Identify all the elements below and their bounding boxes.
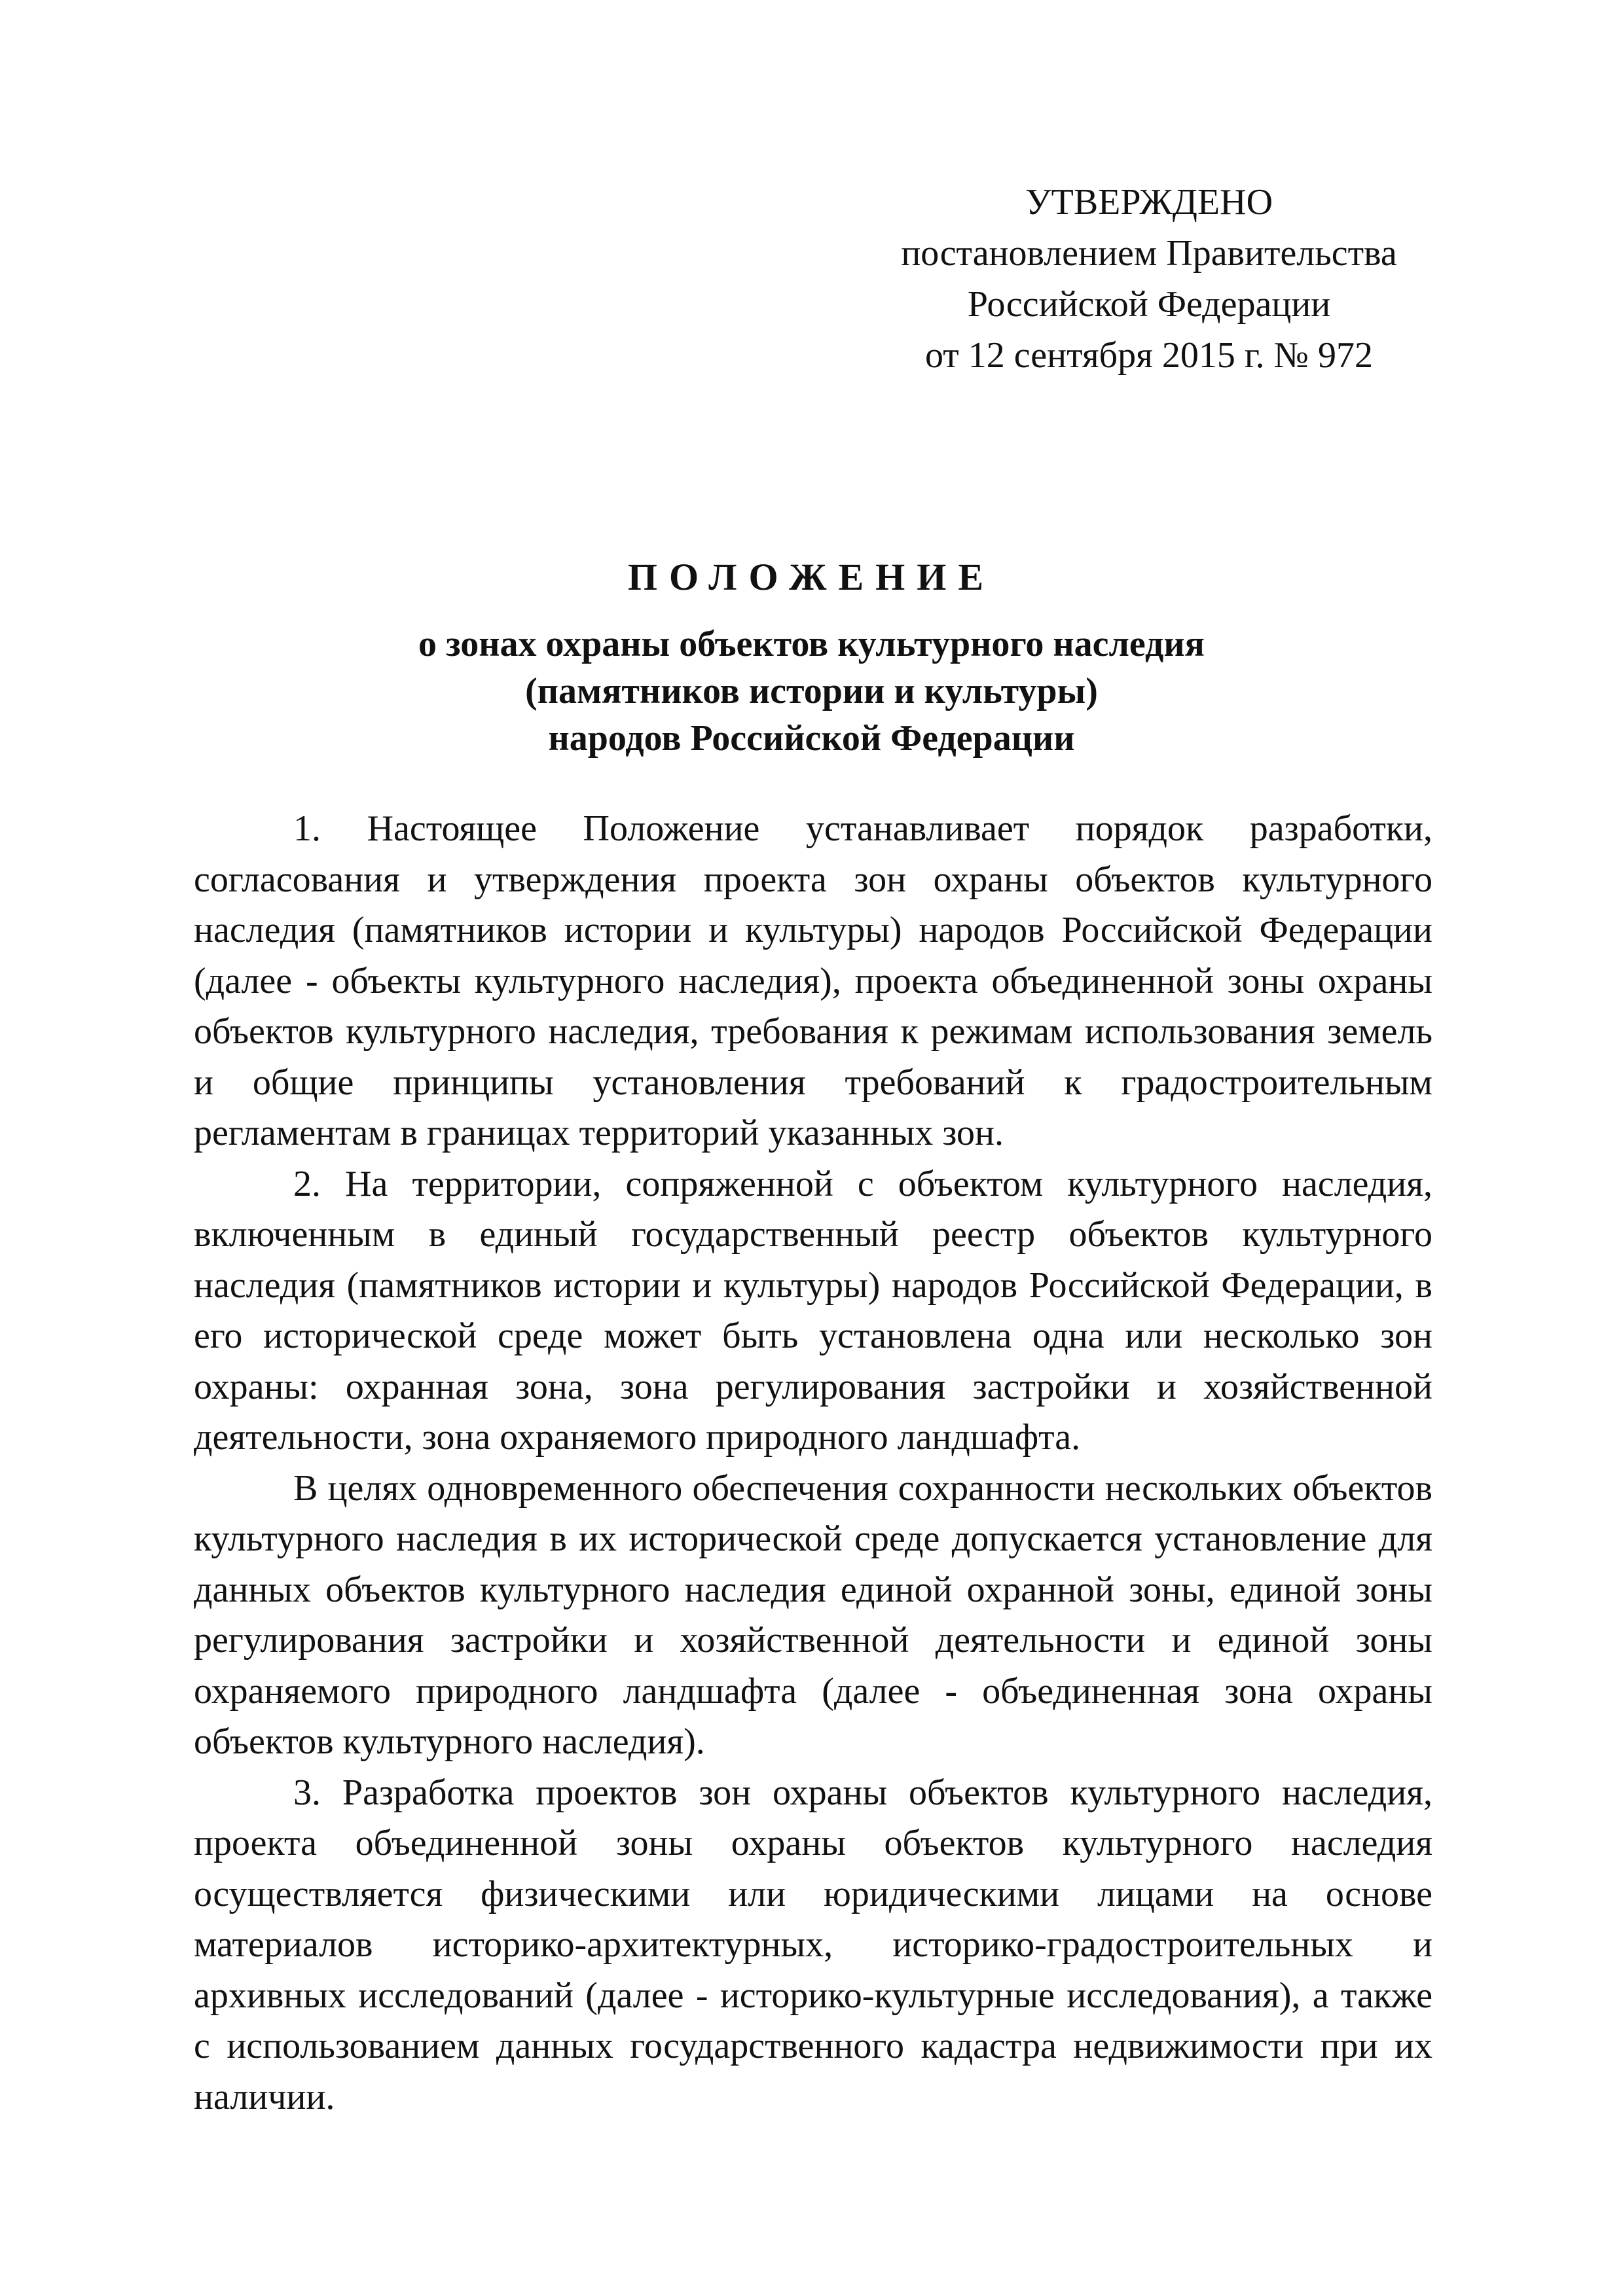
paragraph-2: 2. На территории, сопряженной с объектом культурного наследия, включенным в единый государственный реестр объектов культурного наследия (памятников истории и культуры) народов Российской Федерации, в его исторической среде может быть установлена одна или несколько зон охраны: охранная зона, зона регулирования застройки и хозяйственной деятельности, зона охраняемого природного ландшафта. (194, 1163, 1432, 1458)
paragraph-3: 3. Разработка проектов зон охраны объектов культурного наследия, проекта объединенной зоны охраны объектов культурного наследия осуществляется физическими или юридическими лицами на основе материалов историко-архитектурных, историко-градостроительных и архивных исследований (далее - историко-культурные исследования), а также с использованием данных государственного кадастра недвижимости при их наличии. (194, 1772, 1432, 2117)
approval-heading: УТВЕРЖДЕНО (1025, 182, 1273, 223)
approval-decree-line: постановлением Правительства (901, 233, 1397, 274)
document-subtitle (0, 620, 1623, 762)
approval-stamp (845, 177, 1453, 381)
document-body (194, 804, 1432, 2123)
subtitle-line: о зонах охраны объектов культурного наследия (418, 624, 1205, 664)
approval-authority-line: Российской Федерации (967, 284, 1331, 325)
subtitle-line: народов Российской Федерации (548, 718, 1075, 759)
approval-date-number: от 12 сентября 2015 г. № 972 (925, 335, 1373, 376)
document-title: ПОЛОЖЕНИЕ (627, 556, 996, 598)
paragraph-1: 1. Настоящее Положение устанавливает порядок разработки, согласования и утверждения проекта зон охраны объектов культурного наследия (памятников истории и культуры) народов Российской Федерации (далее - объекты культурного наследия), проекта объединенной зоны охраны объектов культурного наследия, требования к режимам использования земель и общие принципы установления требований к градостроительным регламентам в границах территорий указанных зон. (194, 808, 1432, 1153)
subtitle-line: (памятников истории и культуры) (525, 671, 1098, 711)
paragraph-2-continued: В целях одновременного обеспечения сохранности нескольких объектов культурного наследия в их исторической среде допускается установление для данных объектов культурного наследия единой охранной зоны, единой зоны регулирования застройки и хозяйственной деятельности и единой зоны охраняемого природного ландшафта (далее - объединенная зона охраны объектов культурного наследия). (194, 1467, 1432, 1762)
